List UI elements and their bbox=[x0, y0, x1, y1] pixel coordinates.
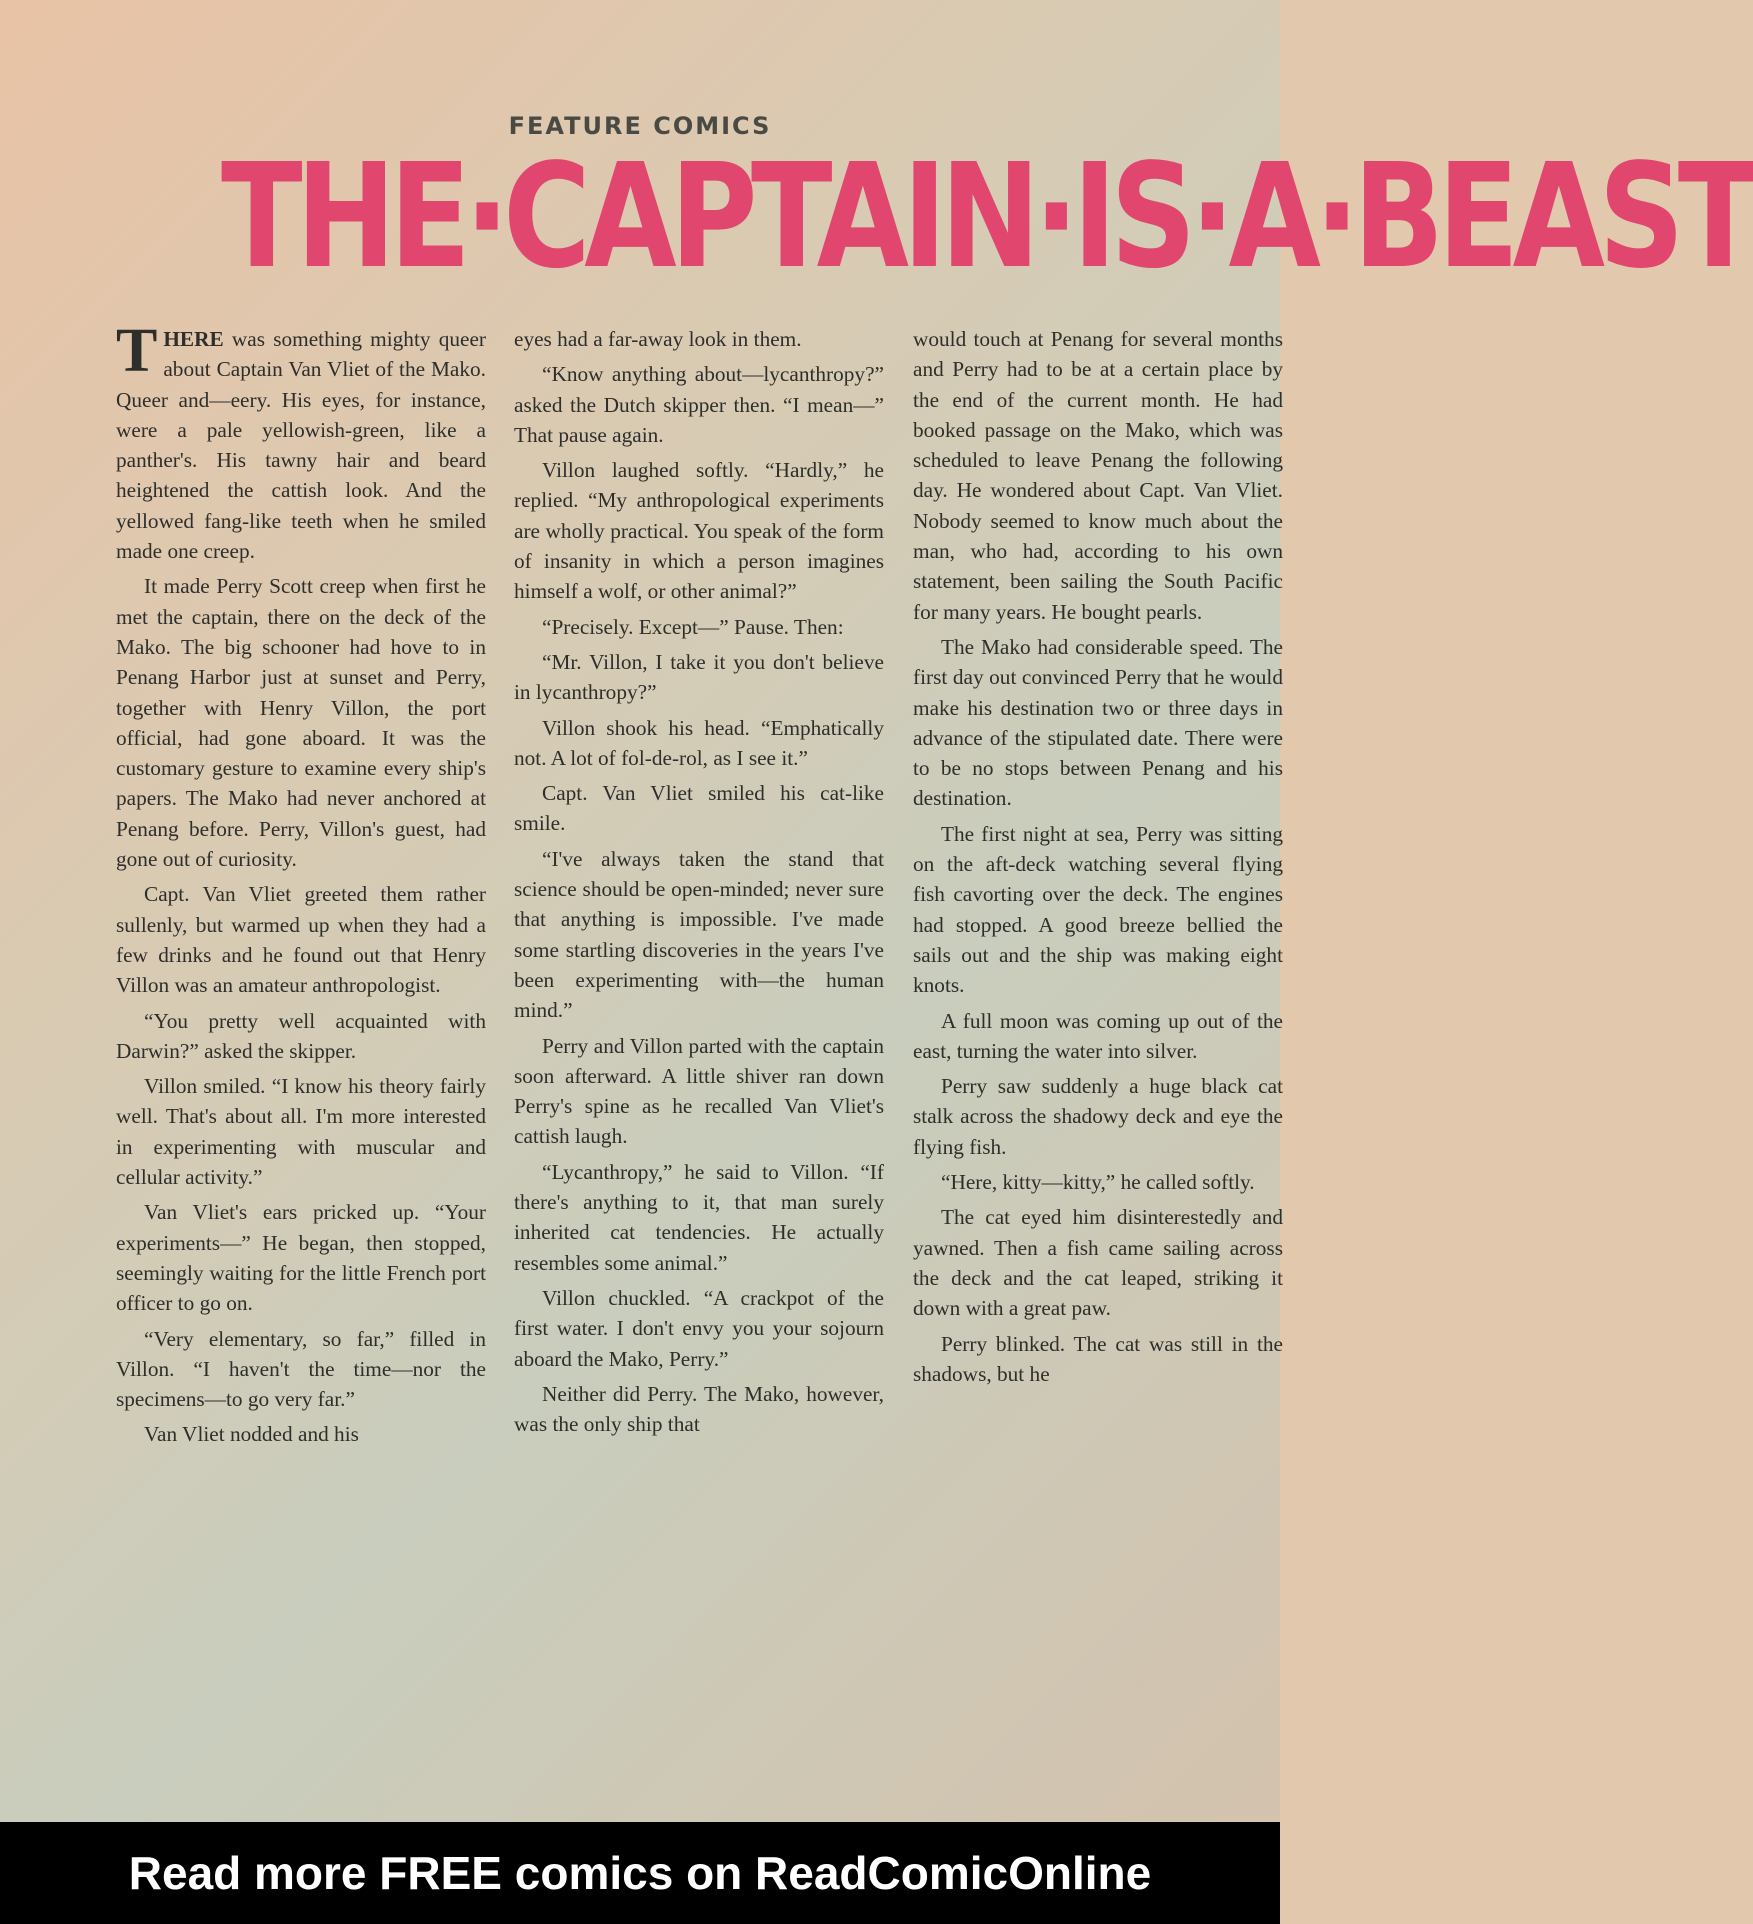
paragraph: The first night at sea, Perry was sitting on the aft-deck watching several flying fish cavorting over the deck. The engines had stopped. A good breeze bellied the sails out and the ship was making eight knots. bbox=[913, 821, 1283, 998]
paragraph: Villon laughed softly. “Hardly,” he replied. “My anthropological experiments are wholly practical. You speak of the form of insanity in which a person imagines himself a wolf, or other animal?” bbox=[514, 458, 884, 604]
paragraph: A full moon was coming up out of the east, turning the water into silver. bbox=[913, 1008, 1283, 1063]
text-column-3 bbox=[913, 324, 1283, 1394]
paragraph: “Mr. Villon, I take it you don't believe in lycanthropy?” bbox=[514, 649, 884, 705]
paragraph: Neither did Perry. The Mako, however, was the only ship that bbox=[514, 1381, 884, 1437]
paragraph: “Know anything about—lycanthropy?” asked the Dutch skipper then. “I mean—” That pause again. bbox=[514, 362, 884, 447]
paragraph: Capt. Van Vliet smiled his cat-like smile. bbox=[514, 781, 884, 836]
paragraph: Capt. Van Vliet greeted them rather sullenly, but warmed up when they had a few drinks and he found out that Henry Villon was an amateur anthropologist. bbox=[116, 882, 486, 998]
opening-word: HERE bbox=[163, 327, 224, 351]
drop-cap: T bbox=[116, 317, 158, 385]
paragraph: was something mighty queer about Captain Van Vliet of the Mako. Queer and—eery. His eyes, for instance, were a pale yellowish-green, like a panther's. His tawny hair and beard heightened the cattish look. And the yellowed fang-like teeth when he smiled made one creep. bbox=[116, 327, 486, 564]
paragraph: It made Perry Scott creep when first he met the captain, there on the deck of the Mako. The big schooner had hove to in Penang Harbor just at sunset and Perry, together with Henry Villon, the port official, had gone aboard. It was the customary gesture to examine every ship's papers. The Mako had never anchored at Penang before. Perry, Villon's guest, had gone out of curiosity. bbox=[116, 574, 486, 872]
text-column-2 bbox=[514, 324, 884, 1444]
paragraph: Perry blinked. The cat was still in the shadows, but he bbox=[913, 1331, 1283, 1386]
text-column-1 bbox=[116, 317, 486, 1455]
publication-header: FEATURE COMICS bbox=[508, 112, 772, 140]
paragraph: “Precisely. Except—” Pause. Then: bbox=[542, 614, 844, 639]
paragraph: Van Vliet's ears pricked up. “Your experiments—” He began, then stopped, seemingly waiting for the little French port officer to go on. bbox=[116, 1200, 486, 1316]
story-title: THE·CAPTAIN·IS·A·BEAST bbox=[221, 132, 1753, 300]
paragraph: Villon chuckled. “A crackpot of the first water. I don't envy you your sojourn aboard the Mako, Perry.” bbox=[514, 1285, 884, 1371]
paragraph: “Lycanthropy,” he said to Villon. “If there's anything to it, that man surely inherited cat tendencies. He actually resembles some animal.” bbox=[514, 1159, 884, 1275]
paragraph: Villon smiled. “I know his theory fairly well. That's about all. I'm more interested in experimenting with muscular and cellular activity.” bbox=[116, 1074, 486, 1190]
paragraph: “Very elementary, so far,” filled in Villon. “I haven't the time—nor the specimens—to go very far.” bbox=[116, 1326, 486, 1412]
paragraph: Villon shook his head. “Emphatically not. A lot of fol-de-rol, as I see it.” bbox=[514, 715, 884, 770]
paragraph: “Here, kitty—kitty,” he called softly. bbox=[941, 1170, 1255, 1195]
paragraph: Perry and Villon parted with the captain soon afterward. A little shiver ran down Perry's spine as he recalled Van Vliet's cattish laugh. bbox=[514, 1033, 884, 1149]
paragraph: The cat eyed him disinterestedly and yawned. Then a fish came sailing across the deck and the cat leaped, striking it down with a great paw. bbox=[913, 1205, 1283, 1321]
paragraph: would touch at Penang for several months and Perry had to be at a certain place by the end of the current month. He had booked passage on the Mako, which was scheduled to leave Penang the following day. He wondered about Capt. Van Vliet. Nobody seemed to know much about the man, who had, according to his own statement, been sailing the South Pacific for many years. He bought pearls. bbox=[913, 327, 1283, 624]
opening-paragraph bbox=[116, 317, 486, 566]
paragraph: eyes had a far-away look in them. bbox=[514, 327, 802, 351]
paragraph: “I've always taken the stand that science should be open-minded; never sure that anything is impossible. I've made some startling discoveries in the years I've been experimenting with—the human mind.” bbox=[514, 846, 884, 1023]
paragraph: The Mako had considerable speed. The first day out convinced Perry that he would make his destination two or three days in advance of the stipulated date. There were to be no stops between Penang and his destination. bbox=[913, 634, 1283, 811]
promo-banner[interactable]: Read more FREE comics on ReadComicOnline bbox=[0, 1822, 1280, 1924]
paragraph: Perry saw suddenly a huge black cat stalk across the shadowy deck and eye the flying fish. bbox=[913, 1074, 1283, 1159]
paragraph: “You pretty well acquainted with Darwin?” asked the skipper. bbox=[116, 1008, 486, 1063]
paragraph: Van Vliet nodded and his bbox=[144, 1422, 359, 1447]
